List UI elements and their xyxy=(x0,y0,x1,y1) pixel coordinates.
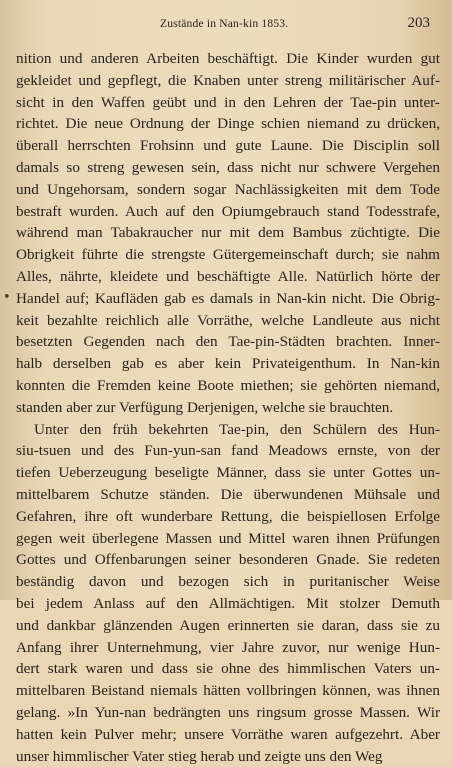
text-line: Unter den früh bekehrten Tae-pin, den Schülern des Hun- xyxy=(16,419,440,441)
text-line: tiefen Ueberzeugung beseligte Männer, dass sie unter Gottes un- xyxy=(16,462,440,484)
text-line: halb derselben gab es aber kein Privateigenthum. In Nan-kin xyxy=(16,353,440,375)
text-line: beständig davon und bezogen sich in puritanischer Weise xyxy=(16,571,440,593)
text-line: gegen weit überlegene Massen und Mittel waren ihnen Prüfungen xyxy=(16,528,440,550)
page-header xyxy=(0,14,452,34)
text-line: Anfang ihrer Unternehmung, vier Jahre zuvor, nur wenige Hun- xyxy=(16,637,440,659)
text-line: Handel auf; Kaufläden gab es damals in Nan-kin nicht. Die Obrig- xyxy=(16,288,440,310)
text-line: und Ungehorsam, sondern sogar Nachlässigkeiten mit dem Tode xyxy=(16,179,440,201)
text-line: Gottes und Offenbarungen seiner besonderen Gnade. Sie redeten xyxy=(16,549,440,571)
text-line: besetzten Gegenden nach den Tae-pin-Städten brachten. Inner- xyxy=(16,331,440,353)
text-line: bei jedem Anlass auf den Allmächtigen. Mit stolzer Demuth xyxy=(16,593,440,615)
text-line: konnten die Fremden keine Boote miethen; sie gehörten niemand, xyxy=(16,375,440,397)
text-line: gekleidet und gepflegt, die Knaben unter streng militärischer Auf- xyxy=(16,70,440,92)
text-line: siu-tsuen und des Fun-yun-san fand Meadows ernste, von der xyxy=(16,440,440,462)
text-line: mittelbarem Schutze ständen. Die überwundenen Mühsale und xyxy=(16,484,440,506)
text-line: Obrigkeit führte die strengste Gütergemeinschaft durch; sie nahm xyxy=(16,244,440,266)
margin-mark: • xyxy=(3,290,11,305)
text-line: damals so streng gewesen sein, dass nicht nur schwere Vergehen xyxy=(16,157,440,179)
text-line: überall herrschten Frohsinn und gute Laune. Die Disciplin soll xyxy=(16,135,440,157)
text-line: Gefahren, ihre oft wunderbare Rettung, die beispiellosen Erfolge xyxy=(16,506,440,528)
text-line: keit bezahlte reichlich alle Vorräthe, welche Landleute aus nicht xyxy=(16,310,440,332)
text-line: bestraft wurden. Auch auf den Opiumgebrauch stand Todesstrafe, xyxy=(16,201,440,223)
page-number: 203 xyxy=(408,15,431,32)
text-line: gelang. »In Yun-nan bedrängten uns ringsum grosse Massen. Wir xyxy=(16,702,440,724)
text-line: richtet. Die neue Ordnung der Dinge schien niemand zu drücken, xyxy=(16,113,440,135)
text-line: dert stark waren und dass sie ohne des himmlischen Vaters un- xyxy=(16,658,440,680)
text-line: nition und anderen Arbeiten beschäftigt. Die Kinder wurden gut xyxy=(16,48,440,70)
text-line: mittelbaren Beistand niemals hätten vollbringen können, was ihnen xyxy=(16,680,440,702)
text-line: hatten kein Pulver mehr; unsere Vorräthe waren aufgezehrt. Aber xyxy=(16,724,440,746)
text-line: unser himmlischer Vater stieg herab und zeigte uns den Weg xyxy=(16,746,440,767)
text-line: während man Tabakraucher nur mit dem Bambus züchtigte. Die xyxy=(16,222,440,244)
text-line: standen aber zur Verfügung Derjenigen, welche sie brauchten. xyxy=(16,397,440,419)
body-text xyxy=(16,48,440,767)
text-line: sicht in den Waffen geübt und in den Lehren der Tae-pin unter- xyxy=(16,92,440,114)
running-head: Zustände in Nan-kin 1853. xyxy=(160,18,288,30)
text-line: und dankbar glänzenden Augen erinnerten sie daran, dass sie zu xyxy=(16,615,440,637)
text-line: Alles, nährte, kleidete und beschäftigte Alle. Natürlich hörte der xyxy=(16,266,440,288)
